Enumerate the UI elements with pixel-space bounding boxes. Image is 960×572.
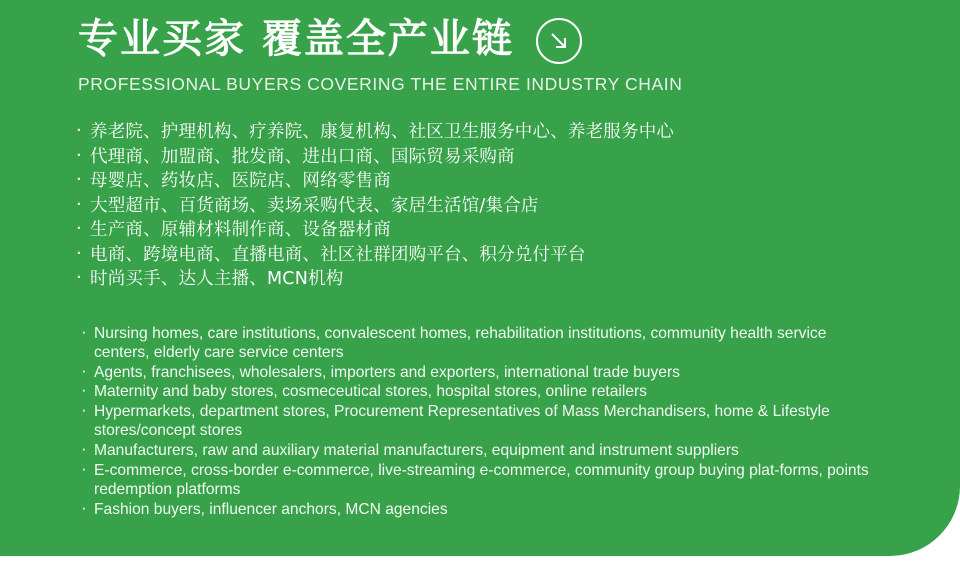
page-subtitle-en: PROFESSIONAL BUYERS COVERING THE ENTIRE INDUSTRY CHAIN [78, 74, 683, 94]
buyers-list-en [78, 324, 878, 520]
buyers-list-cn [70, 120, 940, 292]
list-item: · 大型超市、百货商场、卖场采购代表、家居生活馆/集合店 [70, 194, 940, 219]
title-row [78, 14, 898, 64]
list-item: · 代理商、加盟商、批发商、进出口商、国际贸易采购商 [70, 145, 940, 170]
header [78, 14, 898, 95]
page-title-cn: 专业买家 覆盖全产业链 [78, 16, 514, 62]
list-item: · 时尚买手、达人主播、MCN机构 [70, 267, 940, 292]
list-item: · Nursing homes, care institutions, convalescent homes, rehabilitation institutions, community health service centers, elderly care service centers [78, 324, 878, 363]
list-item: · 养老院、护理机构、疗养院、康复机构、社区卫生服务中心、养老服务中心 [70, 120, 940, 145]
buyer-lists [70, 120, 940, 519]
list-item: · E-commerce, cross-border e-commerce, live-streaming e-commerce, community group buying plat-forms, points redemption platforms [78, 461, 878, 500]
arrow-down-right-icon [536, 18, 582, 64]
list-item: · 电商、跨境电商、直播电商、社区社群团购平台、积分兑付平台 [70, 243, 940, 268]
list-item: · 母婴店、药妆店、医院店、网络零售商 [70, 169, 940, 194]
list-item: · Manufacturers, raw and auxiliary material manufacturers, equipment and instrument suppliers [78, 441, 878, 461]
list-item: · Maternity and baby stores, cosmeceutical stores, hospital stores, online retailers [78, 382, 878, 402]
list-item: · 生产商、原辅材料制作商、设备器材商 [70, 218, 940, 243]
list-item: · Hypermarkets, department stores, Procurement Representatives of Mass Merchandisers, home & Lifestyle stores/concept stores [78, 402, 878, 441]
list-item: · Agents, franchisees, wholesalers, importers and exporters, international trade buyers [78, 363, 878, 383]
list-item: · Fashion buyers, influencer anchors, MCN agencies [78, 500, 878, 520]
